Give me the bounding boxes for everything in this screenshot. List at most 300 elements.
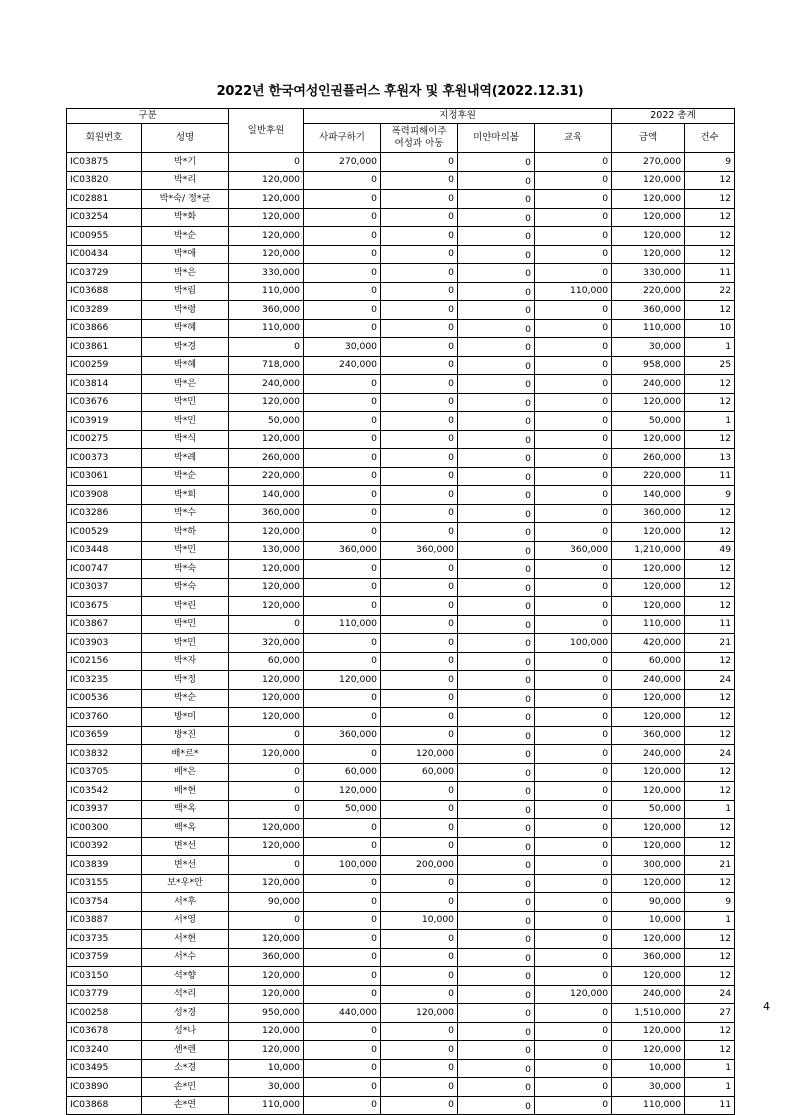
cell-amount: 140,000	[612, 486, 685, 505]
table-row	[67, 689, 735, 708]
cell-name: 석*리	[142, 985, 229, 1004]
cell-safe-purchase: 0	[304, 1022, 381, 1041]
table-row	[67, 560, 735, 579]
cell-safe-purchase: 0	[304, 449, 381, 468]
cell-member-id: IC03678	[67, 1022, 142, 1041]
cell-violence-victims: 0	[381, 190, 458, 209]
cell-general: 10,000	[229, 1059, 304, 1078]
table-row	[67, 153, 735, 172]
cell-name: 서*수	[142, 948, 229, 967]
table-row	[67, 486, 735, 505]
cell-amount: 360,000	[612, 301, 685, 320]
cell-name: 소*경	[142, 1059, 229, 1078]
cell-miyang: 0	[458, 856, 535, 875]
cell-general: 320,000	[229, 634, 304, 653]
cell-amount: 50,000	[612, 412, 685, 431]
cell-violence-victims: 0	[381, 726, 458, 745]
cell-name: 박*민	[142, 541, 229, 560]
header-designated: 지정후원	[304, 109, 612, 124]
cell-miyang: 0	[458, 245, 535, 264]
cell-name: 박*기	[142, 153, 229, 172]
cell-count: 9	[685, 153, 735, 172]
cell-safe-purchase: 0	[304, 282, 381, 301]
cell-name: 박*은	[142, 375, 229, 394]
cell-safe-purchase: 0	[304, 393, 381, 412]
cell-safe-purchase: 120,000	[304, 782, 381, 801]
cell-count: 12	[685, 504, 735, 523]
cell-name: 박*순	[142, 227, 229, 246]
cell-education: 0	[535, 504, 612, 523]
cell-violence-victims: 0	[381, 874, 458, 893]
cell-member-id: IC03150	[67, 967, 142, 986]
cell-count: 1	[685, 338, 735, 357]
table-row	[67, 708, 735, 727]
cell-amount: 1,210,000	[612, 541, 685, 560]
cell-count: 12	[685, 523, 735, 542]
cell-education: 0	[535, 930, 612, 949]
cell-member-id: IC03861	[67, 338, 142, 357]
cell-safe-purchase: 240,000	[304, 356, 381, 375]
cell-name: 박*식	[142, 430, 229, 449]
page-title: 2022년 한국여성인권플러스 후원자 및 후원내역(2022.12.31)	[216, 84, 584, 99]
cell-education: 0	[535, 893, 612, 912]
cell-member-id: IC03866	[67, 319, 142, 338]
cell-general: 30,000	[229, 1078, 304, 1097]
cell-education: 0	[535, 430, 612, 449]
cell-violence-victims: 0	[381, 967, 458, 986]
cell-miyang: 0	[458, 153, 535, 172]
header-education: 교육	[535, 124, 612, 153]
cell-general: 120,000	[229, 874, 304, 893]
cell-count: 12	[685, 1041, 735, 1060]
cell-education: 0	[535, 523, 612, 542]
cell-safe-purchase: 0	[304, 504, 381, 523]
cell-amount: 240,000	[612, 671, 685, 690]
cell-miyang: 0	[458, 578, 535, 597]
cell-count: 21	[685, 634, 735, 653]
cell-safe-purchase: 0	[304, 837, 381, 856]
cell-education: 0	[535, 1041, 612, 1060]
cell-miyang: 0	[458, 171, 535, 190]
cell-safe-purchase: 0	[304, 819, 381, 838]
cell-safe-purchase: 0	[304, 560, 381, 579]
cell-safe-purchase: 50,000	[304, 800, 381, 819]
cell-miyang: 0	[458, 948, 535, 967]
cell-member-id: IC03868	[67, 1096, 142, 1115]
cell-general: 120,000	[229, 560, 304, 579]
cell-name: 배*현	[142, 782, 229, 801]
cell-amount: 360,000	[612, 948, 685, 967]
cell-education: 0	[535, 837, 612, 856]
table-row	[67, 837, 735, 856]
header-miyang: 미얀마의봄	[458, 124, 535, 153]
cell-safe-purchase: 30,000	[304, 338, 381, 357]
cell-miyang: 0	[458, 504, 535, 523]
cell-general: 0	[229, 782, 304, 801]
cell-count: 12	[685, 171, 735, 190]
cell-safe-purchase: 0	[304, 708, 381, 727]
cell-general: 110,000	[229, 319, 304, 338]
cell-education: 0	[535, 338, 612, 357]
header-member-id: 회원번호	[67, 124, 142, 153]
table-row	[67, 874, 735, 893]
cell-member-id: IC03688	[67, 282, 142, 301]
cell-miyang: 0	[458, 652, 535, 671]
cell-miyang: 0	[458, 671, 535, 690]
cell-safe-purchase: 0	[304, 264, 381, 283]
table-row	[67, 948, 735, 967]
cell-miyang: 0	[458, 560, 535, 579]
cell-count: 12	[685, 560, 735, 579]
cell-violence-victims: 0	[381, 819, 458, 838]
cell-education: 0	[535, 153, 612, 172]
cell-count: 12	[685, 763, 735, 782]
cell-member-id: IC03908	[67, 486, 142, 505]
cell-member-id: IC03839	[67, 856, 142, 875]
cell-member-id: IC03814	[67, 375, 142, 394]
table-row	[67, 856, 735, 875]
cell-violence-victims: 0	[381, 467, 458, 486]
cell-safe-purchase: 0	[304, 634, 381, 653]
cell-miyang: 0	[458, 412, 535, 431]
cell-general: 120,000	[229, 393, 304, 412]
cell-count: 12	[685, 375, 735, 394]
cell-general: 120,000	[229, 430, 304, 449]
cell-education: 100,000	[535, 634, 612, 653]
cell-general: 120,000	[229, 745, 304, 764]
cell-general: 120,000	[229, 1041, 304, 1060]
cell-amount: 330,000	[612, 264, 685, 283]
cell-general: 120,000	[229, 245, 304, 264]
cell-amount: 360,000	[612, 726, 685, 745]
cell-safe-purchase: 0	[304, 874, 381, 893]
cell-safe-purchase: 0	[304, 301, 381, 320]
cell-miyang: 0	[458, 930, 535, 949]
cell-miyang: 0	[458, 726, 535, 745]
cell-member-id: IC03254	[67, 208, 142, 227]
cell-name: 성*나	[142, 1022, 229, 1041]
cell-violence-victims: 0	[381, 578, 458, 597]
cell-violence-victims: 0	[381, 1059, 458, 1078]
header-general: 일반후원	[229, 109, 304, 153]
cell-education: 0	[535, 356, 612, 375]
cell-count: 11	[685, 1096, 735, 1115]
cell-amount: 120,000	[612, 523, 685, 542]
cell-violence-victims: 0	[381, 782, 458, 801]
cell-amount: 10,000	[612, 911, 685, 930]
cell-safe-purchase: 0	[304, 893, 381, 912]
cell-education: 0	[535, 708, 612, 727]
cell-name: 박*민	[142, 393, 229, 412]
cell-violence-victims: 0	[381, 1078, 458, 1097]
cell-miyang: 0	[458, 615, 535, 634]
cell-name: 배*르*	[142, 745, 229, 764]
cell-general: 120,000	[229, 578, 304, 597]
cell-violence-victims: 0	[381, 393, 458, 412]
cell-member-id: IC03286	[67, 504, 142, 523]
cell-safe-purchase: 100,000	[304, 856, 381, 875]
cell-count: 1	[685, 1059, 735, 1078]
table-row	[67, 763, 735, 782]
cell-count: 12	[685, 782, 735, 801]
cell-education: 0	[535, 486, 612, 505]
cell-violence-victims: 0	[381, 264, 458, 283]
cell-education: 0	[535, 726, 612, 745]
cell-education: 0	[535, 1096, 612, 1115]
cell-general: 0	[229, 153, 304, 172]
cell-education: 0	[535, 782, 612, 801]
cell-miyang: 0	[458, 1078, 535, 1097]
cell-member-id: IC03542	[67, 782, 142, 801]
cell-count: 22	[685, 282, 735, 301]
donor-table	[66, 108, 735, 1115]
cell-count: 24	[685, 671, 735, 690]
cell-amount: 30,000	[612, 338, 685, 357]
cell-member-id: IC00434	[67, 245, 142, 264]
cell-education: 0	[535, 671, 612, 690]
cell-safe-purchase: 0	[304, 523, 381, 542]
cell-general: 120,000	[229, 837, 304, 856]
cell-education: 0	[535, 393, 612, 412]
cell-general: 50,000	[229, 412, 304, 431]
cell-amount: 958,000	[612, 356, 685, 375]
cell-general: 120,000	[229, 671, 304, 690]
cell-general: 120,000	[229, 708, 304, 727]
cell-member-id: IC03779	[67, 985, 142, 1004]
header-name: 성명	[142, 124, 229, 153]
header-violence-victims: 폭력피해이주 여성과 아동	[381, 124, 458, 153]
cell-education: 0	[535, 948, 612, 967]
table-row	[67, 190, 735, 209]
cell-miyang: 0	[458, 375, 535, 394]
table-row	[67, 227, 735, 246]
cell-violence-victims: 0	[381, 356, 458, 375]
table-row	[67, 338, 735, 357]
cell-general: 120,000	[229, 819, 304, 838]
cell-education: 0	[535, 652, 612, 671]
cell-general: 260,000	[229, 449, 304, 468]
cell-general: 0	[229, 615, 304, 634]
cell-member-id: IC03495	[67, 1059, 142, 1078]
cell-education: 0	[535, 1004, 612, 1023]
cell-count: 11	[685, 467, 735, 486]
cell-count: 9	[685, 486, 735, 505]
header-count: 건수	[685, 124, 735, 153]
cell-name: 박*혜	[142, 356, 229, 375]
cell-count: 12	[685, 190, 735, 209]
cell-member-id: IC03061	[67, 467, 142, 486]
cell-general: 90,000	[229, 893, 304, 912]
cell-safe-purchase: 0	[304, 930, 381, 949]
cell-amount: 120,000	[612, 874, 685, 893]
cell-violence-victims: 0	[381, 227, 458, 246]
cell-violence-victims: 0	[381, 930, 458, 949]
cell-violence-victims: 0	[381, 837, 458, 856]
cell-count: 12	[685, 227, 735, 246]
cell-safe-purchase: 0	[304, 1059, 381, 1078]
cell-miyang: 0	[458, 393, 535, 412]
cell-safe-purchase: 0	[304, 745, 381, 764]
table-row	[67, 671, 735, 690]
cell-name: 박*숙	[142, 560, 229, 579]
cell-amount: 120,000	[612, 171, 685, 190]
cell-violence-victims: 0	[381, 504, 458, 523]
cell-miyang: 0	[458, 782, 535, 801]
cell-education: 0	[535, 467, 612, 486]
cell-safe-purchase: 0	[304, 375, 381, 394]
cell-count: 9	[685, 893, 735, 912]
cell-education: 360,000	[535, 541, 612, 560]
cell-count: 49	[685, 541, 735, 560]
cell-violence-victims: 0	[381, 153, 458, 172]
table-row	[67, 893, 735, 912]
cell-amount: 120,000	[612, 393, 685, 412]
cell-name: 박*민	[142, 615, 229, 634]
cell-violence-victims: 0	[381, 893, 458, 912]
cell-name: 박*례	[142, 449, 229, 468]
cell-amount: 120,000	[612, 819, 685, 838]
cell-safe-purchase: 0	[304, 652, 381, 671]
cell-amount: 420,000	[612, 634, 685, 653]
table-row	[67, 615, 735, 634]
table-row	[67, 356, 735, 375]
cell-safe-purchase: 0	[304, 190, 381, 209]
table-row	[67, 578, 735, 597]
cell-violence-victims: 0	[381, 689, 458, 708]
cell-amount: 240,000	[612, 985, 685, 1004]
table-row	[67, 930, 735, 949]
cell-member-id: IC03705	[67, 763, 142, 782]
cell-amount: 50,000	[612, 800, 685, 819]
cell-general: 120,000	[229, 930, 304, 949]
cell-general: 220,000	[229, 467, 304, 486]
cell-safe-purchase: 0	[304, 967, 381, 986]
cell-member-id: IC03735	[67, 930, 142, 949]
cell-count: 12	[685, 874, 735, 893]
table-row	[67, 1096, 735, 1115]
cell-safe-purchase: 0	[304, 430, 381, 449]
cell-violence-victims: 0	[381, 449, 458, 468]
cell-education: 0	[535, 264, 612, 283]
cell-member-id: IC03675	[67, 597, 142, 616]
cell-amount: 270,000	[612, 153, 685, 172]
cell-miyang: 0	[458, 467, 535, 486]
cell-safe-purchase: 0	[304, 412, 381, 431]
cell-count: 1	[685, 800, 735, 819]
cell-count: 12	[685, 819, 735, 838]
cell-member-id: IC03760	[67, 708, 142, 727]
cell-amount: 1,510,000	[612, 1004, 685, 1023]
cell-violence-victims: 0	[381, 208, 458, 227]
cell-education: 0	[535, 800, 612, 819]
cell-violence-victims: 0	[381, 1022, 458, 1041]
page-number: 4	[763, 1000, 770, 1013]
cell-name: 방*미	[142, 708, 229, 727]
table-header	[67, 109, 735, 153]
cell-count: 12	[685, 430, 735, 449]
cell-member-id: IC03155	[67, 874, 142, 893]
cell-violence-victims: 0	[381, 1041, 458, 1060]
cell-education: 0	[535, 190, 612, 209]
cell-miyang: 0	[458, 800, 535, 819]
cell-member-id: IC00747	[67, 560, 142, 579]
cell-name: 석*향	[142, 967, 229, 986]
cell-name: 셴*렌	[142, 1041, 229, 1060]
table-row	[67, 245, 735, 264]
cell-name: 박*령	[142, 301, 229, 320]
cell-member-id: IC03235	[67, 671, 142, 690]
cell-name: 박*민	[142, 412, 229, 431]
cell-safe-purchase: 60,000	[304, 763, 381, 782]
cell-miyang: 0	[458, 486, 535, 505]
cell-miyang: 0	[458, 190, 535, 209]
cell-miyang: 0	[458, 708, 535, 727]
cell-member-id: IC03759	[67, 948, 142, 967]
cell-count: 12	[685, 597, 735, 616]
cell-miyang: 0	[458, 634, 535, 653]
cell-miyang: 0	[458, 893, 535, 912]
cell-amount: 300,000	[612, 856, 685, 875]
cell-general: 0	[229, 726, 304, 745]
table-row	[67, 467, 735, 486]
table-row	[67, 393, 735, 412]
cell-name: 박*경	[142, 338, 229, 357]
cell-member-id: IC02156	[67, 652, 142, 671]
cell-amount: 60,000	[612, 652, 685, 671]
table-row	[67, 319, 735, 338]
cell-education: 0	[535, 245, 612, 264]
cell-violence-victims: 0	[381, 245, 458, 264]
cell-miyang: 0	[458, 319, 535, 338]
table-row	[67, 634, 735, 653]
header-amount: 금액	[612, 124, 685, 153]
cell-name: 박*순	[142, 689, 229, 708]
cell-safe-purchase: 0	[304, 208, 381, 227]
cell-safe-purchase: 0	[304, 319, 381, 338]
cell-general: 110,000	[229, 282, 304, 301]
cell-violence-victims: 0	[381, 430, 458, 449]
cell-amount: 120,000	[612, 967, 685, 986]
cell-general: 60,000	[229, 652, 304, 671]
cell-safe-purchase: 360,000	[304, 726, 381, 745]
cell-education: 120,000	[535, 985, 612, 1004]
cell-education: 0	[535, 763, 612, 782]
table-row	[67, 375, 735, 394]
cell-safe-purchase: 0	[304, 245, 381, 264]
cell-amount: 260,000	[612, 449, 685, 468]
cell-member-id: IC03448	[67, 541, 142, 560]
cell-count: 12	[685, 689, 735, 708]
cell-count: 12	[685, 967, 735, 986]
cell-name: 박*수	[142, 504, 229, 523]
cell-name: 박*혜	[142, 319, 229, 338]
cell-member-id: IC03890	[67, 1078, 142, 1097]
cell-amount: 120,000	[612, 930, 685, 949]
cell-violence-victims: 0	[381, 800, 458, 819]
cell-miyang: 0	[458, 1022, 535, 1041]
cell-general: 0	[229, 911, 304, 930]
cell-member-id: IC03820	[67, 171, 142, 190]
cell-name: 박*리	[142, 171, 229, 190]
cell-miyang: 0	[458, 967, 535, 986]
cell-member-id: IC03659	[67, 726, 142, 745]
cell-member-id: IC03867	[67, 615, 142, 634]
cell-name: 박*숙	[142, 578, 229, 597]
cell-general: 120,000	[229, 171, 304, 190]
cell-general: 120,000	[229, 1022, 304, 1041]
cell-violence-victims: 0	[381, 1096, 458, 1115]
cell-violence-victims: 0	[381, 301, 458, 320]
